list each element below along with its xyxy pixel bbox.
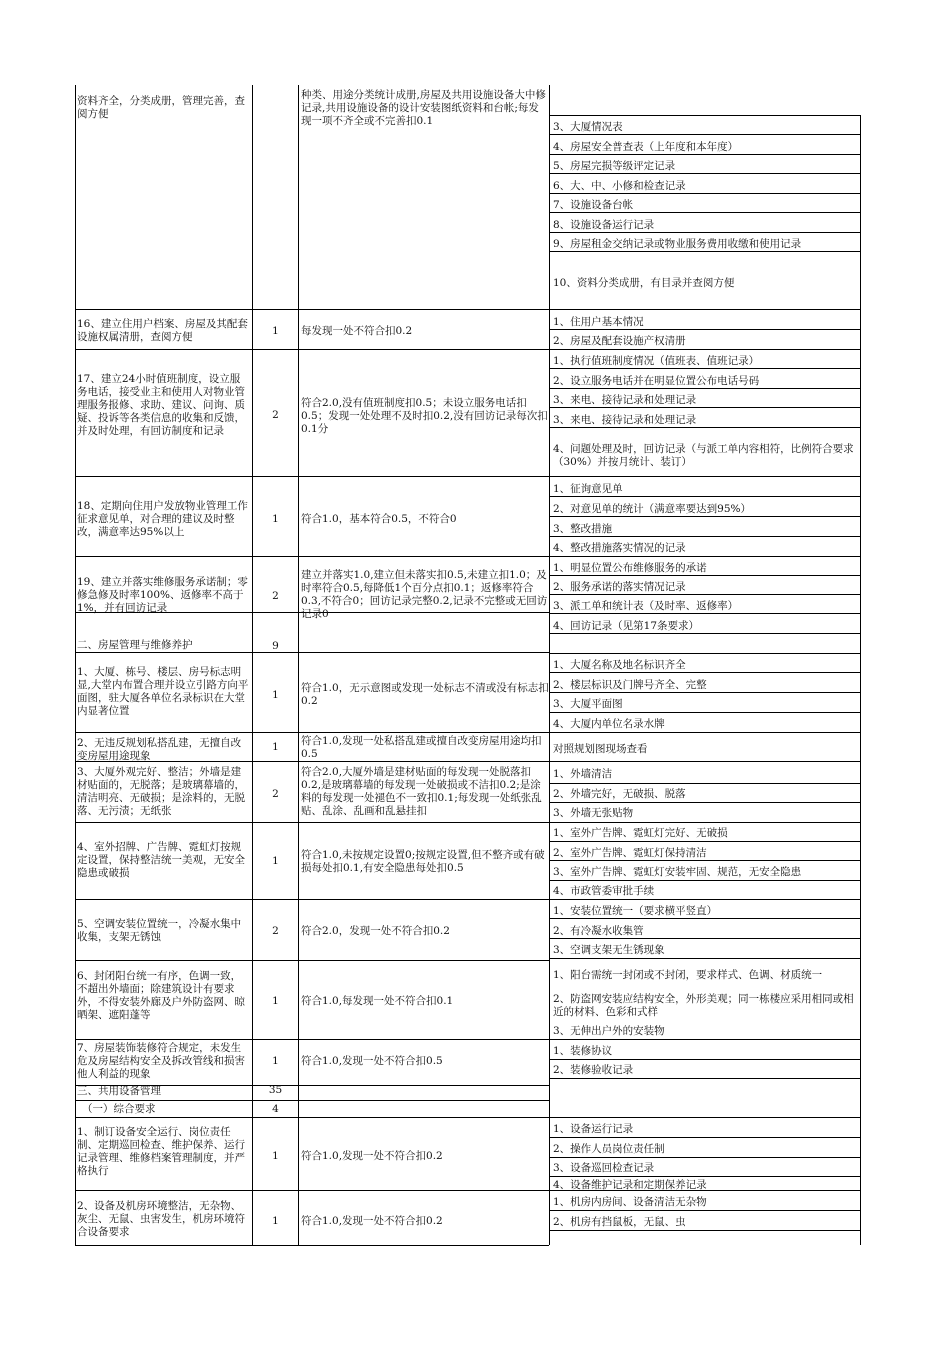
check-item: 3、派工单和统计表（及时率、返修率） <box>553 600 739 612</box>
criteria-cell: 17、建立24小时值班制度，设立服务电话，接受业主和使用人对物业管理服务报修、求助、建议、问询、质疑、投诉等各类信息的收集和反馈，并及时处理，有回访制度和记录 <box>77 373 245 437</box>
row-border <box>75 960 549 961</box>
grid-line <box>298 85 299 1245</box>
criteria-cell: 1、制订设备安全运行、岗位责任制、定期巡回检查、维护保养、运行记录管理、维修档案管理制度，并严格执行 <box>77 1126 245 1177</box>
check-item: 2、有冷凝水收集管 <box>553 925 644 937</box>
item-border <box>550 1157 861 1158</box>
item-border <box>550 154 861 155</box>
score-cell: 1 <box>272 689 279 701</box>
row-border <box>75 1190 549 1191</box>
score-cell: 1 <box>272 1150 279 1162</box>
check-item: 1、住用户基本情况 <box>553 316 644 328</box>
check-item: 2、室外广告牌、霓虹灯保持清洁 <box>553 847 707 859</box>
item-border <box>550 918 861 919</box>
score-cell: 2 <box>272 409 279 421</box>
criteria-cell: 3、大厦外观完好、整洁；外墙是建材贴面的，无脱落；是玻璃幕墙的，清洁明亮、无破损；是涂料的，无脱落、无污渍；无纸张 <box>77 766 245 817</box>
scoring-cell: 符合1.0,发现一处不符合扣0.5 <box>301 1055 443 1067</box>
check-item: 3、外墙无张贴物 <box>553 807 634 819</box>
check-item: 1、阳台需统一封闭或不封闭，要求样式、色调、材质统一 <box>553 969 823 981</box>
check-item: 7、设施设备台帐 <box>553 199 634 211</box>
check-item: 3、大厦情况表 <box>553 121 623 133</box>
item-border <box>550 938 861 939</box>
score-cell: 1 <box>272 1215 279 1227</box>
scoring-cell: 符合1.0,发现一处不符合扣0.2 <box>301 1215 443 1227</box>
item-border <box>550 516 861 517</box>
check-item: 2、机房有挡鼠板，无鼠、虫 <box>553 1216 686 1228</box>
criteria-cell: 2、设备及机房环境整洁，无杂物、灰尘、无鼠、虫害发生，机房环境符合设备要求 <box>77 1200 245 1238</box>
check-item: 2、房屋及配套设施产权清册 <box>553 335 686 347</box>
scoring-cell: 符合2.0，发现一处不符合扣0.2 <box>301 925 450 937</box>
scoring-cell: 符合1.0，基本符合0.5，不符合0 <box>301 513 457 525</box>
section-heading: 三、共用设备管理 <box>77 1085 161 1097</box>
item-border <box>550 880 861 881</box>
check-item: 6、大、中、小修和检查记录 <box>553 180 686 192</box>
check-item: 5、房屋完损等级评定记录 <box>553 160 676 172</box>
item-border <box>550 251 861 252</box>
item-border <box>550 1059 861 1060</box>
scoring-cell: 符合1.0,发现一处不符合扣0.2 <box>301 1150 443 1162</box>
score-cell: 1 <box>272 1055 279 1067</box>
item-border <box>550 575 861 576</box>
item-border <box>550 672 861 673</box>
item-border <box>550 1176 861 1177</box>
check-item: 1、机房内房间、设备清洁无杂物 <box>553 1196 707 1208</box>
item-border <box>550 761 861 762</box>
row-border <box>75 349 549 350</box>
item-border <box>550 732 861 733</box>
grid-line <box>75 85 76 1245</box>
item-border <box>550 212 861 213</box>
check-item: 3、来电、接待记录和处理记录 <box>553 414 697 426</box>
row-border <box>75 1245 549 1246</box>
grid-line <box>549 85 550 1245</box>
item-border <box>550 329 861 330</box>
section-heading: （一）综合要求 <box>82 1103 156 1115</box>
check-item: 3、无伸出户外的安装物 <box>553 1025 665 1037</box>
score-cell: 1 <box>272 741 279 753</box>
check-item: 1、征询意见单 <box>553 483 623 495</box>
check-item: 2、防盗网安装应结构安全，外形美观；同一栋楼应采用相同或相近的材料、色彩和式样 <box>553 993 854 1018</box>
check-item: 9、房屋租金交纳记录或物业服务费用收缴和使用记录 <box>553 238 802 250</box>
check-item: 3、空调支架无生锈现象 <box>553 944 665 956</box>
scoring-cell: 符合2.0,没有值班制度扣0.5；未设立服务电话扣0.5；发现一处处理不及时扣0.2,没有回访记录每次扣0.1分 <box>301 397 548 435</box>
row-border <box>75 822 549 823</box>
score-cell: 1 <box>272 855 279 867</box>
item-border <box>550 1210 861 1211</box>
check-item: 3、大厦平面图 <box>553 698 623 710</box>
item-border <box>550 556 861 557</box>
check-item: 3、设备巡回检查记录 <box>553 1162 655 1174</box>
item-border <box>550 860 861 861</box>
score-cell: 35 <box>268 1084 283 1096</box>
criteria-cell: 6、封闭阳台统一有序，色调一致，不超出外墙面；除建筑设计有要求外，不得安装外廊及户外防盗网、晾晒架、遮阳蓬等 <box>77 970 245 1021</box>
check-item: 10、资料分类成册，有目录并查阅方便 <box>553 277 735 289</box>
score-cell: 2 <box>272 590 279 602</box>
scoring-cell: 符合1.0,发现一处私搭乱建或擅自改变房屋用途均扣0.5 <box>301 735 542 760</box>
item-border <box>550 822 861 823</box>
criteria-cell: 7、房屋装饰装修符合规定，未发生危及房屋结构安全及拆改管线和损害他人利益的现象 <box>77 1042 245 1080</box>
item-border <box>550 802 861 803</box>
item-border <box>550 115 861 116</box>
criteria-cell: 资料齐全，分类成册，管理完善，查阅方便 <box>77 95 245 120</box>
check-item: 2、设立服务电话并在明显位置公布电话号码 <box>553 375 760 387</box>
item-border <box>550 1039 861 1040</box>
item-border <box>550 653 861 654</box>
check-item: 1、设备运行记录 <box>553 1123 634 1135</box>
score-cell: 2 <box>272 925 279 937</box>
check-item: 1、室外广告牌、霓虹灯完好、无破损 <box>553 827 728 839</box>
item-border <box>550 232 861 233</box>
row-border <box>75 1100 549 1101</box>
row-border <box>75 1117 549 1118</box>
check-item: 3、整改措施 <box>553 523 613 535</box>
criteria-cell: 18、定期向住用户发放物业管理工作征求意见单，对合理的建议及时整改，满意率达95%以上 <box>77 500 248 538</box>
check-item: 3、室外广告牌、霓虹灯安装牢固、规范，无安全隐患 <box>553 866 802 878</box>
criteria-cell: 2、无违反规划私搭乱建，无擅自改变房屋用途现象 <box>77 737 242 761</box>
item-border <box>550 496 861 497</box>
check-item: 4、市政管委审批手续 <box>553 885 655 897</box>
check-item: 1、执行值班制度情况（值班表、值班记录） <box>553 355 760 367</box>
criteria-cell: 4、室外招牌、广告牌、霓虹灯按规定设置，保持整洁统一美观，无安全隐患或破损 <box>77 841 245 879</box>
criteria-cell: 5、空调安装位置统一，冷凝水集中收集，支架无锈蚀 <box>77 918 242 943</box>
item-border <box>550 134 861 135</box>
score-cell: 9 <box>272 640 279 652</box>
item-border <box>550 613 861 614</box>
criteria-cell: 16、建立住用户档案、房屋及其配套设施权属清册，查阅方便 <box>77 318 248 343</box>
item-border <box>550 1078 861 1079</box>
check-item: 4、回访记录（见第17条要求） <box>553 620 700 632</box>
scoring-cell: 符合1.0,每发现一处不符合扣0.1 <box>301 995 454 1007</box>
item-border <box>550 407 861 408</box>
row-border <box>75 899 549 900</box>
row-border <box>75 761 549 762</box>
item-border <box>550 349 861 350</box>
score-cell: 1 <box>272 995 279 1007</box>
row-border <box>75 556 549 557</box>
scoring-cell: 种类、用途分类统计成册,房屋及共用设施设备大中修记录,共用设施设备的设计安装图纸资料和台帐;每发现一项不齐全或不完善扣0.1 <box>301 89 546 127</box>
item-border <box>550 536 861 537</box>
check-item: 4、房屋安全普查表（上年度和本年度） <box>553 141 739 153</box>
section-heading: 二、房屋管理与维修养护 <box>77 639 193 651</box>
row-border <box>75 1039 549 1040</box>
check-item: 1、明显位置公布维修服务的承诺 <box>553 562 707 574</box>
scoring-cell: 符合1.0,未按规定设置0;按规定设置,但不整齐或有破损每处扣0.1,有安全隐患每处扣0.5 <box>301 849 545 874</box>
item-border <box>550 712 861 713</box>
item-border <box>550 368 861 369</box>
check-item: 2、服务承诺的落实情况记录 <box>553 581 686 593</box>
item-border <box>550 1137 861 1138</box>
score-cell: 1 <box>272 325 279 337</box>
check-item: 2、对意见单的统计（满意率要达到95%） <box>553 503 752 515</box>
check-item: 4、大厦内单位名录水牌 <box>553 718 665 730</box>
score-cell: 2 <box>272 788 279 800</box>
item-border <box>550 1117 861 1118</box>
row-border <box>75 652 549 653</box>
scoring-cell: 符合1.0，无示意图或发现一处标志不清或没有标志扣0.2 <box>301 682 549 707</box>
scoring-cell: 符合2.0,大厦外墙是建材贴面的每发现一处脱落扣0.2,是玻璃幕墙的每发现一处破损或不洁扣0.2;是涂料的每发现一处褪色不一致扣0.1;每发现一处纸张乱贴、乱涂、乱画和乱悬挂扣 <box>301 766 542 817</box>
check-item: 对照规划图现场查看 <box>553 743 648 755</box>
criteria-cell: 19、建立并落实维修服务承诺制；零修急修及时率100%、返修率不高于1%，并有回访记录 <box>77 576 248 614</box>
item-border <box>550 958 861 959</box>
item-border <box>550 692 861 693</box>
scoring-cell: 每发现一处不符合扣0.2 <box>301 325 413 337</box>
row-border <box>75 476 549 477</box>
check-item: 3、来电、接待记录和处理记录 <box>553 394 697 406</box>
check-item: 4、整改措施落实情况的记录 <box>553 542 686 554</box>
check-item: 1、大厦名称及地名标识齐全 <box>553 659 686 671</box>
row-border <box>75 732 549 733</box>
check-item: 1、装修协议 <box>553 1045 613 1057</box>
item-border <box>550 841 861 842</box>
score-cell: 1 <box>272 513 279 525</box>
check-item: 2、楼层标识及门牌号齐全、完整 <box>553 679 707 691</box>
score-cell: 4 <box>272 1103 279 1115</box>
check-item: 4、设备维护记录和定期保养记录 <box>553 1179 707 1191</box>
grid-line <box>860 115 861 1245</box>
item-border <box>550 899 861 900</box>
scoring-cell: 建立并落实1.0,建立但未落实扣0.5,未建立扣1.0；及时率符合0.5,每降低1个百分点扣0.1；返修率符合0.3,不符合0；回访记录完整0.2,记录不完整或无回访记录0 <box>301 569 548 620</box>
check-item: 2、外墙完好，无破损、脱落 <box>553 788 686 800</box>
check-item: 1、外墙清洁 <box>553 768 613 780</box>
check-item: 8、设施设备运行记录 <box>553 219 655 231</box>
item-border <box>550 173 861 174</box>
item-border <box>550 1230 861 1231</box>
item-border <box>550 388 861 389</box>
item-border <box>550 783 861 784</box>
item-border <box>550 427 861 428</box>
item-border <box>550 633 861 634</box>
item-border <box>550 594 861 595</box>
check-item: 1、安装位置统一（要求横平竖直） <box>553 905 718 917</box>
item-border <box>550 476 861 477</box>
item-border <box>550 309 861 310</box>
row-border <box>75 309 549 310</box>
criteria-cell: 1、大厦、栋号、楼层、房号标志明显,大堂内布置合理并设立引路方向平面图，驻大厦各单位名录标识在大堂内显著位置 <box>77 666 249 717</box>
item-border <box>550 193 861 194</box>
check-item: 4、问题处理及时，回访记录（与派工单内容相符，比例符合要求（30%）并按月统计、装订） <box>553 443 854 468</box>
check-item: 2、装修验收记录 <box>553 1064 634 1076</box>
check-item: 2、操作人员岗位责任制 <box>553 1143 665 1155</box>
